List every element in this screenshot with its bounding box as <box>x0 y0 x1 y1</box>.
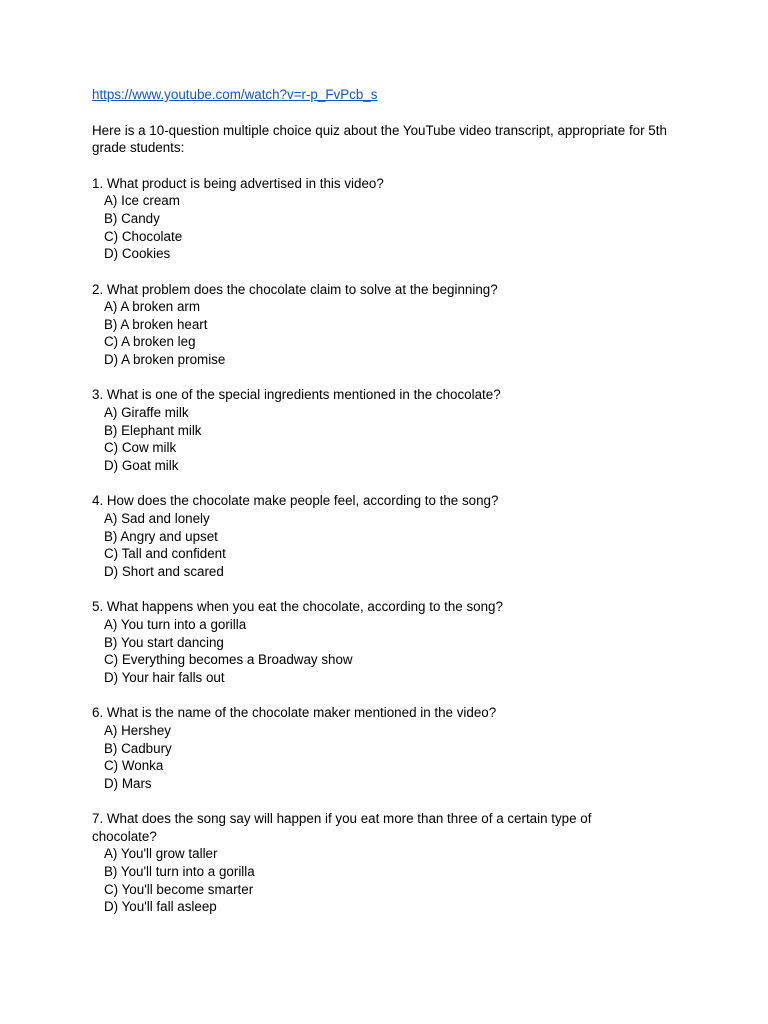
answer-option: A) Sad and lonely <box>104 511 210 527</box>
spacer <box>92 475 768 493</box>
answer-option: A) You'll grow taller <box>104 846 218 862</box>
answer-option: B) Cadbury <box>104 740 172 756</box>
answer-option: C) You'll become smarter <box>104 881 254 897</box>
question-block <box>92 810 768 916</box>
question-block <box>92 704 768 792</box>
answer-option: B) You start dancing <box>104 634 224 650</box>
question-title: 7. What does the song say will happen if you eat more than three of a certain type of chocolate? <box>92 811 592 844</box>
answer-option: D) Short and scared <box>104 563 224 579</box>
spacer <box>92 263 768 281</box>
question-block <box>92 175 768 263</box>
answer-option: B) You'll turn into a gorilla <box>104 864 255 880</box>
answer-option: D) Cookies <box>104 246 171 262</box>
answer-option: C) Everything becomes a Broadway show <box>104 652 353 668</box>
answer-option: B) A broken heart <box>104 316 208 332</box>
question-block <box>92 386 768 474</box>
answer-option: D) Your hair falls out <box>104 669 225 685</box>
answer-option: D) Mars <box>104 775 152 791</box>
answer-option: D) A broken promise <box>104 352 226 368</box>
answer-option: A) You turn into a gorilla <box>104 616 247 632</box>
spacer <box>92 157 768 175</box>
answer-option: A) A broken arm <box>104 299 201 315</box>
answer-option: C) Wonka <box>104 758 164 774</box>
question-title: 1. What product is being advertised in this video? <box>92 175 384 191</box>
answer-option: B) Angry and upset <box>104 528 218 544</box>
question-title: 4. How does the chocolate make people feel, according to the song? <box>92 493 499 509</box>
question-block <box>92 598 768 686</box>
answer-option: C) A broken leg <box>104 334 196 350</box>
answer-option: A) Hershey <box>104 722 171 738</box>
question-title: 2. What problem does the chocolate claim to solve at the beginning? <box>92 281 498 297</box>
question-title: 3. What is one of the special ingredients mentioned in the chocolate? <box>92 387 501 403</box>
youtube-link[interactable]: https://www.youtube.com/watch?v=r-p_FvPcb_s <box>92 87 378 102</box>
answer-option: B) Elephant milk <box>104 422 202 438</box>
answer-option: C) Chocolate <box>104 228 183 244</box>
answer-option: C) Cow milk <box>104 440 177 456</box>
spacer <box>92 687 768 705</box>
question-block <box>92 281 768 369</box>
answer-option: A) Giraffe milk <box>104 405 189 421</box>
spacer <box>92 369 768 387</box>
answer-option: D) You'll fall asleep <box>104 899 217 915</box>
question-title: 6. What is the name of the chocolate maker mentioned in the video? <box>92 705 497 721</box>
question-block <box>92 492 768 580</box>
answer-option: C) Tall and confident <box>104 546 226 562</box>
question-title: 5. What happens when you eat the chocolate, according to the song? <box>92 599 503 615</box>
answer-option: A) Ice cream <box>104 193 180 209</box>
quiz-intro: Here is a 10-question multiple choice quiz about the YouTube video transcript, appropriate for 5th grade students: <box>92 122 667 156</box>
answer-option: D) Goat milk <box>104 458 179 474</box>
spacer <box>92 104 768 122</box>
spacer <box>92 581 768 599</box>
spacer <box>92 792 768 810</box>
answer-option: B) Candy <box>104 210 160 226</box>
